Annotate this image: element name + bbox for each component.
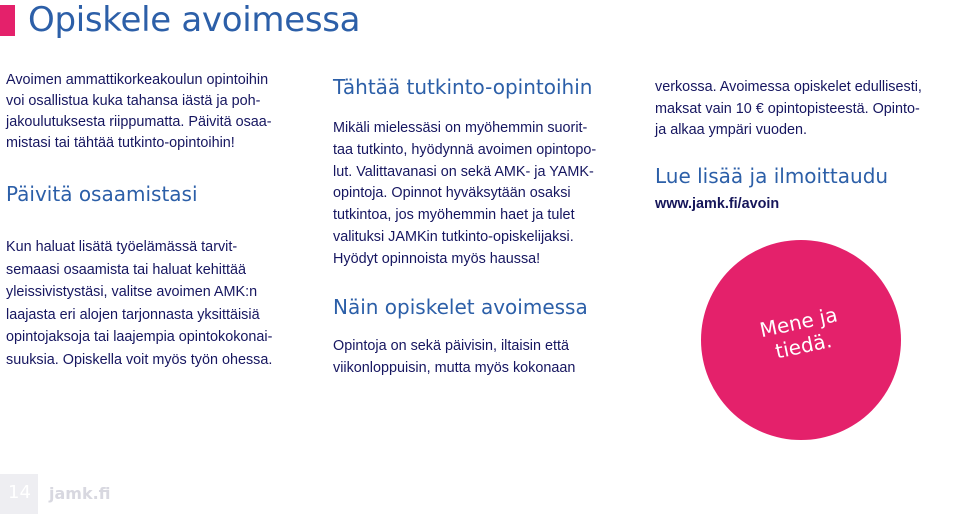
title-accent-bar	[0, 5, 15, 36]
section-heading-tahtaa: Tähtää tutkinto-opintoihin	[333, 75, 593, 99]
intro-paragraph: Avoimen ammattikorkeakoulun opintoihin voi osallistua kuka tahansa iästä ja poh- jakoulutuksesta riippumatta. Päivitä osaa- mistasi tai tähtää tutkinto-opintoihin!	[6, 72, 272, 151]
section-heading-lue-lisaa: Lue lisää ja ilmoittaudu	[655, 164, 889, 189]
page-number: 14	[8, 482, 31, 503]
section-body-tahtaa: Mikäli mielessäsi on myöhemmin suorit- taa tutkinto, hyödynnä avoimen opintopo- lut. Valittavanasi on sekä AMK- ja YAMK- opintoja. Opinnot hyväksytään osaksi tutkintoa, jos myöhemmin haet ja tulet valituksi JAMKin tutkinto-opiskelijaksi. Hyödyt opinnoista myös haussa!	[333, 120, 597, 267]
section-heading-paivita: Päivitä osaamistasi	[6, 182, 198, 206]
column-1	[6, 70, 311, 371]
section-body-nain: Opintoja on sekä päivisin, iltaisin että viikonloppuisin, mutta myös kokonaan	[333, 337, 576, 376]
page-number-box	[0, 474, 38, 514]
page-title: Opiskele avoimessa	[28, 0, 361, 40]
badge-text: Mene ja tiedä.	[757, 302, 840, 364]
section-body-continued: verkossa. Avoimessa opiskelet edullisesti, maksat vain 10 € opintopisteestä. Opinto- ja alkaa ympäri vuoden.	[655, 79, 922, 139]
signup-link[interactable]: www.jamk.fi/avoin	[655, 196, 780, 213]
column-2	[333, 70, 633, 379]
column-3	[655, 77, 955, 214]
section-body-paivita: Kun haluat lisätä työelämässä tarvit- semaasi osaamista tai haluat kehittää yleissivistystäsi, valitse avoimen AMK:n laajasta eri alojen tarjonnasta yksittäisiä opintojaksoja tai laajempia opintokokonai- suuksia. Opiskella voit myös työn ohessa.	[6, 239, 273, 368]
footer-site-name: jamk.fi	[49, 484, 111, 503]
section-heading-nain: Näin opiskelet avoimessa	[333, 294, 588, 319]
badge-circle	[701, 240, 901, 440]
